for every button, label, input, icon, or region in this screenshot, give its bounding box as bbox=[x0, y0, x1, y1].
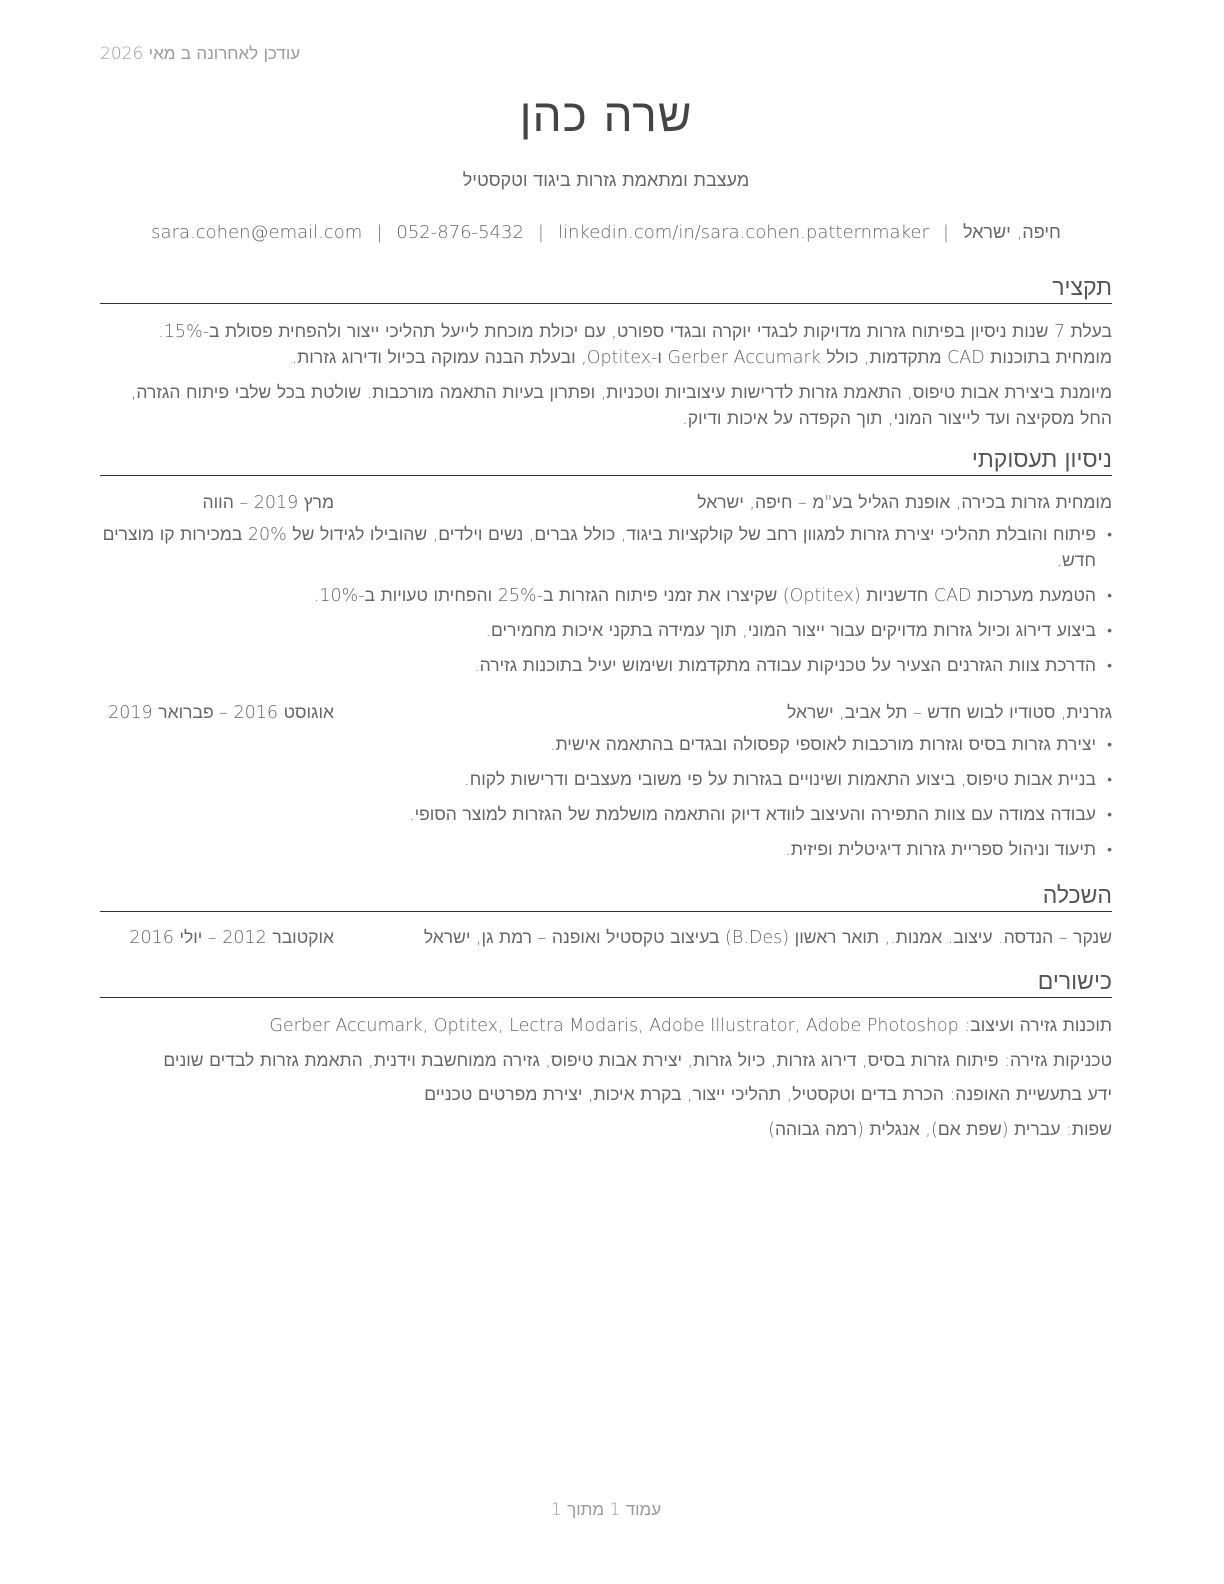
experience-heading: ניסיון תעסוקתי bbox=[100, 448, 1112, 476]
bullet-text: יצירת גזרות בסיס וגזרות מורכבות לאוספי קפסולה ובגדים בהתאמה אישית. bbox=[550, 735, 1096, 755]
contact-separator: | bbox=[537, 222, 544, 243]
job-header bbox=[100, 492, 1112, 518]
bullet-icon: • bbox=[1107, 623, 1112, 639]
contact-line bbox=[100, 222, 1112, 243]
list-item bbox=[100, 837, 1112, 863]
education-dates: אוקטובר 2012 – יולי 2016 bbox=[129, 928, 334, 948]
bullet-icon: • bbox=[1107, 772, 1112, 788]
bullet-icon: • bbox=[1107, 737, 1112, 753]
job-dates: מרץ 2019 – הווה bbox=[202, 493, 334, 513]
skills-heading: כישורים bbox=[100, 970, 1112, 998]
contact-email[interactable]: sara.cohen@email.com bbox=[151, 222, 363, 243]
list-item bbox=[100, 522, 1112, 574]
list-item bbox=[100, 583, 1112, 609]
resume-page bbox=[100, 0, 1112, 1584]
bullet-icon: • bbox=[1107, 588, 1112, 604]
contact-linkedin[interactable]: linkedin.com/in/sara.cohen.patternmaker bbox=[558, 222, 929, 243]
skills-row: טכניקות גזירה: פיתוח גזרות בסיס, דירוג גזרות, כיול גזרות, יצירת אבות טיפוס, גזירה ממוחשבת וידנית, התאמת גזרות לבדים שונים bbox=[163, 1050, 1112, 1071]
bullet-text: עבודה צמודה עם צוות התפירה והעיצוב לוודא דיוק והתאמה מושלמת של הגזרות למוצר הסופי. bbox=[409, 805, 1096, 825]
job-title: גזרנית, סטודיו לבוש חדש – תל אביב, ישראל bbox=[787, 703, 1112, 723]
list-item bbox=[100, 732, 1112, 758]
last-updated-note: עודכן לאחרונה ב מאי 2026 bbox=[100, 44, 301, 64]
bullet-text: הטמעת מערכות CAD חדשניות (Optitex) שקיצרו את זמני פיתוח הגזרות ב-25% והפחיתו טעויות ב-10%. bbox=[313, 586, 1096, 606]
contact-separator: | bbox=[942, 222, 949, 243]
contact-phone[interactable]: 052-876-5432 bbox=[396, 222, 524, 243]
candidate-name: שרה כהן bbox=[519, 88, 693, 142]
bullet-text: ביצוע דירוג וכיול גזרות מדויקים עבור ייצור המוני, תוך עמידה בתקני איכות מחמירים. bbox=[485, 621, 1096, 641]
education-heading: השכלה bbox=[100, 884, 1112, 912]
list-item bbox=[100, 618, 1112, 644]
page-number: עמוד 1 מתוך 1 bbox=[550, 1500, 662, 1520]
list-item bbox=[100, 653, 1112, 679]
contact-location: חיפה, ישראל bbox=[962, 222, 1061, 243]
education-title: שנקר – הנדסה. עיצוב. אמנות., תואר ראשון (B.Des) בעיצוב טקסטיל ואופנה – רמת גן, ישראל bbox=[423, 928, 1112, 948]
bullet-text: פיתוח והובלת תהליכי יצירת גזרות למגוון רחב של קולקציות ביגוד, כולל גברים, נשים וילדים, שהובילו לגידול של 20% במכירות קו מוצרים חדש. bbox=[102, 525, 1096, 571]
skills-list bbox=[100, 1013, 1112, 1151]
list-item bbox=[100, 802, 1112, 828]
bullet-icon: • bbox=[1107, 842, 1112, 858]
job-dates: אוגוסט 2016 – פברואר 2019 bbox=[108, 703, 334, 723]
education-entry bbox=[100, 927, 1112, 953]
bullet-text: תיעוד וניהול ספריית גזרות דיגיטלית ופיזית. bbox=[785, 840, 1096, 860]
bullet-icon: • bbox=[1107, 527, 1112, 543]
job-header bbox=[100, 702, 1112, 728]
job-title: מומחית גזרות בכירה, אופנת הגליל בע"מ – חיפה, ישראל bbox=[697, 493, 1112, 513]
skills-row: שפות: עברית (שפת אם), אנגלית (רמה גבוהה) bbox=[768, 1119, 1112, 1140]
summary-paragraph: מיומנת ביצירת אבות טיפוס, התאמת גזרות לדרישות עיצוביות וטכניות, ופתרון בעיות התאמה מורכבות. שולטת בכל שלבי פיתוח הגזרה, החל מסקיצה ועד לייצור המוני, תוך הקפדה על איכות ודיוק. bbox=[130, 383, 1112, 429]
summary-heading: תקציר bbox=[100, 276, 1112, 304]
bullet-text: הדרכת צוות הגזרנים הצעיר על טכניקות עבודה מתקדמות ושימוש יעיל בתוכנות גזירה. bbox=[474, 656, 1096, 676]
list-item bbox=[100, 767, 1112, 793]
skills-row: תוכנות גזירה ועיצוב: Gerber Accumark, Optitex, Lectra Modaris, Adobe Illustrator, Adobe Photoshop bbox=[269, 1016, 1112, 1036]
contact-separator: | bbox=[376, 222, 383, 243]
skills-row: ידע בתעשיית האופנה: הכרת בדים וטקסטיל, תהליכי ייצור, בקרת איכות, יצירת מפרטים טכניים bbox=[424, 1085, 1112, 1106]
job-bullets bbox=[100, 522, 1112, 688]
summary-paragraph: בעלת 7 שנות ניסיון בפיתוח גזרות מדויקות לבגדי יוקרה ובגדי ספורט, עם יכולת מוכחת לייעל תהליכי ייצור ולהפחית פסולת ב-15%. מומחית בתוכנות CAD מתקדמות, כולל Gerber Accumark ו-Optitex, ובעלת הבנה עמוקה בכיול ודירוג גזרות. bbox=[158, 322, 1112, 368]
job-bullets bbox=[100, 732, 1112, 872]
bullet-text: בניית אבות טיפוס, ביצוע התאמות ושינויים בגזרות על פי משובי מעצבים ודרישות לקוח. bbox=[464, 770, 1096, 790]
bullet-icon: • bbox=[1107, 658, 1112, 674]
bullet-icon: • bbox=[1107, 807, 1112, 823]
candidate-title: מעצבת ומתאמת גזרות ביגוד וטקסטיל bbox=[462, 170, 750, 191]
